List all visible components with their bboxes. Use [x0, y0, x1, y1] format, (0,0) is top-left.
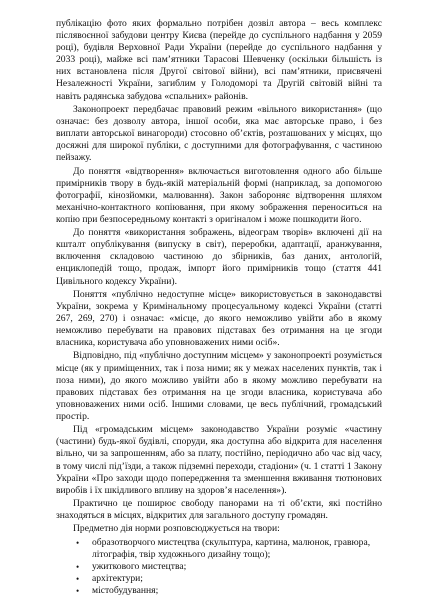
bullet-icon: •	[76, 586, 80, 596]
paragraph-5: Поняття «публічно недоступне місце» використовується в законодавстві України, зокрема у Кримінальному процесуальному кодексі України (статті 267, 269, 270) і означає: «місце, до якого неможливо увійти або в якому неможливо перебувати на правових підставах без отримання на це згоди власника, користувача або уповноважених ними осіб».	[56, 288, 382, 349]
paragraph-1: публікацію фото яких формально потрібен дозвіл автора – весь комплекс післявоєнної забудови центру Києва (перейде до суспільного надбання у 2059 році), будівля Верховної Ради України (перейде до суспільного надбання у 2033 році), майже всі пам’ятники Тарасові Шевченку (оскільки більшість із них встановлена після Другої світової війни), всі пам’ятники, присвячені Незалежності України, загиблим у Голодоморі та Другій світовій війні та навіть радянська забудова «спальних» районів.	[56, 18, 382, 102]
paragraph-8: Практично це поширює свободу панорами на ті об’єкти, які постійно знаходяться в місцях, відкритих для загального доступу громадян.	[56, 497, 382, 522]
list-item-text: ужиткового мистецтва;	[92, 560, 187, 572]
bullet-icon: •	[76, 561, 80, 572]
list-item-text: образотворчого мистецтва (скульптура, картина, малюнок, гравюра, літографія, твір художнього дизайну тощо);	[92, 536, 371, 560]
paragraph-9: Предметно дія норми розповсюджується на твори:	[73, 523, 280, 535]
paragraph-2: Законопроект передбачає правовий режим «вільного використання» (що означає: без дозволу автора, іншої особи, яка має авторське право, і без виплати авторської винагороди) стосовно об’єктів, розташованих у місцях, що досяжні для широкої публіки, с доступними для фотографування, с частиною пейзажу.	[56, 103, 382, 164]
list-item	[74, 561, 382, 573]
list-item-text: архітектури;	[92, 572, 143, 584]
bullet-list	[56, 537, 382, 597]
paragraph-6: Відповідно, під «публічно доступним місцем» у законопроекті розуміється місце (як у приміщенних, так і поза ними; як у межах населених пунктів, так і поза ними), до якого можливо увійти або в якому можливо перебувати на правових підставах без отримання на це згоди власника, користувача або уповноважених ними осіб. Іншими словами, це весь публічний, громадський простір.	[56, 350, 382, 422]
paragraph-4: До поняття «використання зображень, відеограм творів» включені дії на кшталт опублікування (випуску в світ), переробки, адаптації, аранжування, включення складовою частиною до збірників, баз даних, антологій, енциклопедій тощо, продаж, імпорт його примірників тощо (стаття 441 Цивільного кодексу України).	[56, 227, 382, 287]
list-item	[74, 537, 382, 561]
bullet-icon: •	[76, 537, 80, 548]
list-item	[74, 585, 382, 597]
paragraph-7: Під «громадським місцем» законодавство України розуміє «частину (частини) будь-якої будівлі, споруди, яка доступна або відкрита для населення вільно, чи за запрошенням, або за плату, постійно, періодично або час від часу, в тому числі під’їзди, а також підземні переходи, стадіони» (ч. 1 статті 1 Закону України «Про заходи щодо попередження та зменшення вживання тютюнових виробів і їх шкідливого впливу на здоров’я населення»).	[56, 424, 382, 496]
bullet-icon: •	[76, 573, 80, 584]
paragraph-3: До поняття «відтворення» включається виготовлення одного або більше примірників твору в будь-якій матеріальній формі (наприклад, за допомогою фотографії, кінозйомки, малювання). Закон забороняє відтворення шляхом механічно-контактного копіювання, при якому зображення переноситься на копію при безпосередньому контакті з оригіналом і може пошкодити його.	[56, 165, 382, 225]
list-item-text: містобудування;	[92, 585, 159, 596]
list-item	[74, 573, 382, 585]
